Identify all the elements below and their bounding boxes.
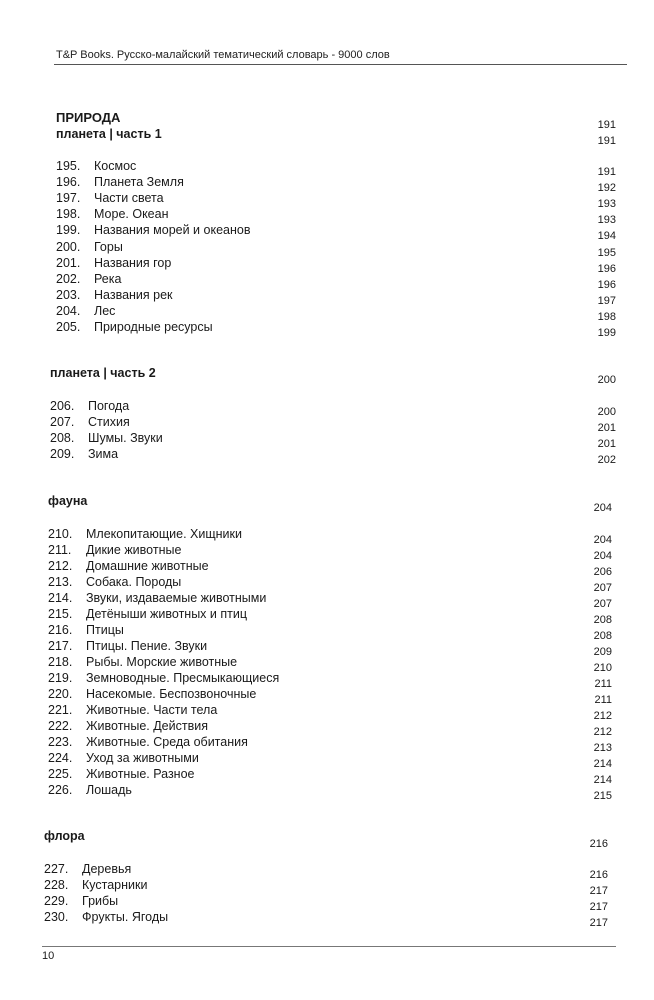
entry-title: Млекопитающие. Хищники xyxy=(86,527,242,541)
entry-page: 217 xyxy=(589,901,608,913)
toc-entry xyxy=(48,639,448,654)
entry-page: 197 xyxy=(597,294,616,307)
entry-page: 213 xyxy=(593,742,612,754)
entry-number: 219. xyxy=(48,671,73,685)
entry-number: 227. xyxy=(44,862,69,876)
section-page: 204 xyxy=(593,502,612,514)
entry-page: 204 xyxy=(593,534,612,546)
entry-number: 220. xyxy=(48,687,73,701)
entry-page: 215 xyxy=(593,790,612,802)
entry-page: 207 xyxy=(593,598,612,610)
entry-page: 199 xyxy=(597,327,616,339)
page-number: 10 xyxy=(42,950,55,962)
entry-title: Горы xyxy=(94,239,123,254)
entry-title: Лес xyxy=(94,303,116,318)
entry-page: 208 xyxy=(593,614,612,626)
entry-title: Животные. Части тела xyxy=(86,703,218,717)
entry-page: 216 xyxy=(589,869,608,881)
section-page: 191 xyxy=(597,135,616,147)
entry-title: Природные ресурсы xyxy=(94,320,213,334)
entry-number: 221. xyxy=(48,703,73,717)
section-page: 200 xyxy=(597,374,616,386)
toc-entry xyxy=(50,415,450,430)
entry-number: 212. xyxy=(48,559,73,573)
entry-number: 224. xyxy=(48,751,73,765)
entry-title: Названия морей и океанов xyxy=(94,223,251,238)
entry-title: Дикие животные xyxy=(86,543,182,557)
entry-page: 214 xyxy=(593,774,612,786)
entry-page: 211 xyxy=(594,678,612,690)
toc-entry xyxy=(48,735,448,750)
entry-page: 212 xyxy=(593,726,612,738)
toc-entry xyxy=(48,543,448,558)
entry-page: 196 xyxy=(597,262,616,275)
toc-entry xyxy=(56,207,456,222)
entry-number: 196. xyxy=(56,175,81,190)
entry-title: Река xyxy=(94,271,122,286)
entry-number: 203. xyxy=(56,287,81,302)
entry-number: 214. xyxy=(48,591,73,605)
entry-title: Названия гор xyxy=(94,255,172,270)
entry-number: 200. xyxy=(56,239,81,254)
footer-rule xyxy=(42,946,616,947)
entry-page: 204 xyxy=(593,550,612,562)
entry-number: 206. xyxy=(50,399,75,413)
entry-number: 216. xyxy=(48,623,73,637)
part-title: ПРИРОДА xyxy=(56,110,121,125)
entry-number: 230. xyxy=(44,910,69,924)
entry-title: Птицы xyxy=(86,623,124,637)
entry-title: Погода xyxy=(88,399,130,413)
entry-number: 222. xyxy=(48,719,73,733)
entry-number: 217. xyxy=(48,639,73,653)
entry-number: 205. xyxy=(56,320,81,334)
entry-page: 191 xyxy=(597,166,616,178)
toc-entry xyxy=(50,447,450,462)
entry-title: Домашние животные xyxy=(86,559,209,573)
entry-number: 204. xyxy=(56,303,81,318)
entry-page: 206 xyxy=(593,566,612,578)
entry-title: Деревья xyxy=(82,862,132,876)
entry-number: 228. xyxy=(44,878,69,892)
toc-entry xyxy=(48,623,448,638)
entry-title: Животные. Действия xyxy=(86,719,208,733)
entry-page: 193 xyxy=(597,198,616,211)
toc-entry xyxy=(48,719,448,734)
entry-title: Детёныши животных и птиц xyxy=(86,607,247,621)
entry-number: 225. xyxy=(48,767,73,781)
toc-entry xyxy=(48,751,448,766)
toc-entry xyxy=(48,607,448,622)
entry-page: 208 xyxy=(593,630,612,642)
entry-title: Шумы. Звуки xyxy=(88,431,163,445)
entry-page: 201 xyxy=(597,438,616,450)
toc-entry xyxy=(48,591,448,606)
toc-entry xyxy=(44,894,444,909)
toc-entry xyxy=(48,687,448,702)
entry-title: Животные. Среда обитания xyxy=(86,735,248,749)
entry-page: 192 xyxy=(597,182,616,195)
toc-entry xyxy=(48,783,448,798)
entry-title: Лошадь xyxy=(86,783,132,797)
entry-title: Животные. Разное xyxy=(86,767,195,781)
entry-title: Стихия xyxy=(88,415,130,429)
toc-entry xyxy=(56,159,456,174)
entry-number: 209. xyxy=(50,447,75,461)
entry-number: 199. xyxy=(56,223,81,238)
section-page: 216 xyxy=(589,838,608,850)
entry-number: 197. xyxy=(56,191,81,206)
entry-title: Зима xyxy=(88,447,119,461)
entry-number: 211. xyxy=(48,543,72,557)
entry-title: Космос xyxy=(94,159,137,173)
entry-title: Названия рек xyxy=(94,287,173,302)
entry-page: 217 xyxy=(589,885,608,897)
entry-page: 196 xyxy=(597,278,616,291)
entry-title: Рыбы. Морские животные xyxy=(86,655,238,669)
page-header: T&P Books. Русско-малайский тематический словарь - 9000 слов xyxy=(56,49,390,61)
toc-entry xyxy=(56,304,456,319)
entry-number: 210. xyxy=(48,527,73,541)
entry-number: 226. xyxy=(48,783,73,797)
toc-entry xyxy=(56,288,456,303)
entry-title: Звуки, издаваемые животными xyxy=(86,591,267,605)
entry-page: 207 xyxy=(593,582,612,594)
entry-title: Фрукты. Ягоды xyxy=(82,910,169,924)
entry-page: 193 xyxy=(597,214,616,227)
entry-number: 218. xyxy=(48,655,73,669)
entry-title: Планета Земля xyxy=(94,175,184,190)
entry-title: Части света xyxy=(94,191,164,206)
entry-number: 229. xyxy=(44,894,69,908)
entry-page: 209 xyxy=(593,646,612,658)
entry-page: 211 xyxy=(594,694,612,706)
entry-number: 207. xyxy=(50,415,75,429)
toc-entry xyxy=(56,240,456,255)
toc-entry xyxy=(48,671,448,686)
entry-page: 201 xyxy=(597,422,616,434)
entry-page: 198 xyxy=(597,310,616,323)
entry-title: Кустарники xyxy=(82,878,148,892)
part-page: 191 xyxy=(597,119,616,131)
toc-entry xyxy=(56,272,456,287)
section-title: планета | часть 2 xyxy=(50,366,156,380)
entry-page: 217 xyxy=(589,917,608,929)
entry-title: Земноводные. Пресмыкающиеся xyxy=(86,671,280,685)
entry-number: 223. xyxy=(48,735,73,749)
entry-title: Море. Океан xyxy=(94,207,169,222)
section-title: планета | часть 1 xyxy=(56,127,162,141)
entry-number: 195. xyxy=(56,159,81,173)
header-rule xyxy=(54,64,627,65)
entry-number: 198. xyxy=(56,207,81,222)
entry-page: 194 xyxy=(597,230,616,243)
toc-entry xyxy=(56,256,456,271)
entry-title: Грибы xyxy=(82,894,119,908)
entry-page: 210 xyxy=(593,662,612,674)
entry-number: 208. xyxy=(50,431,75,445)
entry-title: Насекомые. Беспозвоночные xyxy=(86,687,257,701)
toc-entry xyxy=(50,431,450,446)
toc-entry xyxy=(56,191,456,206)
toc-entry xyxy=(48,703,448,718)
entry-page: 212 xyxy=(593,710,612,722)
entry-page: 214 xyxy=(593,758,612,770)
toc-entry xyxy=(56,223,456,238)
section-title: фауна xyxy=(48,494,88,508)
toc-entry xyxy=(44,910,444,925)
entry-number: 201. xyxy=(56,255,81,270)
entry-page: 202 xyxy=(597,454,616,466)
entry-page: 195 xyxy=(597,246,616,259)
entry-title: Птицы. Пение. Звуки xyxy=(86,639,208,653)
toc-entry xyxy=(56,320,456,335)
toc-entry xyxy=(44,878,444,893)
toc-entry xyxy=(48,575,448,590)
toc-entry xyxy=(48,559,448,574)
toc-entry xyxy=(48,767,448,782)
toc-entry xyxy=(48,655,448,670)
toc-entry xyxy=(48,527,448,542)
toc-entry xyxy=(56,175,456,190)
entry-page: 200 xyxy=(597,406,616,418)
entry-number: 202. xyxy=(56,271,81,286)
toc-entry xyxy=(44,862,444,877)
entry-title: Уход за животными xyxy=(86,751,199,765)
toc-entry xyxy=(50,399,450,414)
entry-number: 213. xyxy=(48,575,73,589)
entry-title: Собака. Породы xyxy=(86,575,182,589)
section-title: флора xyxy=(44,829,85,843)
entry-number: 215. xyxy=(48,607,73,621)
